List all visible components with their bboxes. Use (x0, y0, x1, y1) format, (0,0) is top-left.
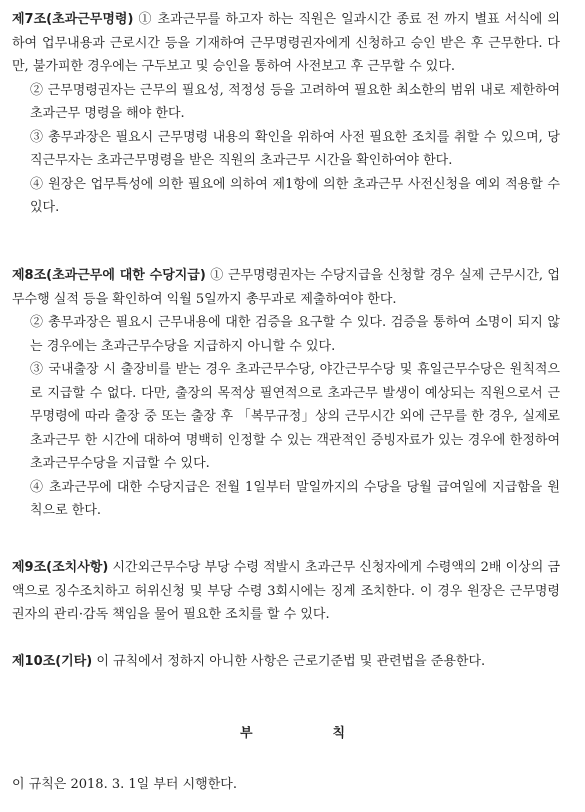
article-7-para-4: ④ 원장은 업무특성에 의한 필요에 의하여 제1항에 의한 초과근무 사전신청을 예외 적용할 수 있다. (30, 176, 560, 215)
supplementary-char-1: 부 (239, 726, 253, 741)
article-9-para-1-text: 시간외근무수당 부당 수령 적발시 초과근무 신청자에게 수령액의 2배 이상의 금액으로 징수조치하고 허위신청 및 부당 수령 3회시에는 징계 조치한다. 이 경우 원장은 근무명령권자의 관리·감독 책임을 물어 필요한 조치를 할 수 있다. (12, 560, 560, 622)
article-9-para-1 (12, 556, 560, 627)
article-8-para-4: ④ 초과근무에 대한 수당지급은 전월 1일부터 말일까지의 수당을 당월 급여일에 지급함을 원칙으로 한다. (30, 479, 560, 518)
article-10 (12, 650, 560, 674)
article-7-para-1 (12, 8, 560, 79)
supplementary-char-2: 칙 (332, 726, 346, 741)
article-7 (12, 8, 560, 220)
article-8-para-3: ③ 국내출장 시 출장비를 받는 경우 초과근무수당, 야간근무수당 및 휴일근무수당은 원칙적으로 지급할 수 없다. 다만, 출장의 목적상 필연적으로 초과근무 발생이 예상되는 직원으로서 근무명령에 따라 출장 중 또는 출장 후 「복무규정」상의 근무시간 외에 근무를 한 경우, 실제로 초과근무 한 시간에 대하여 명백히 인정할 수 있는 객관적인 증빙자료가 있는 경우에 한정하여 초과근무수당을 지급할 수 있다. (30, 362, 560, 471)
article-7-title: 제7조(초과근무명령) (12, 12, 134, 27)
effective-date-text: 이 규칙은 2018. 3. 1일 부터 시행한다. (12, 777, 237, 792)
article-7-para-3: ③ 총무과장은 필요시 근무명령 내용의 확인을 위하여 사전 필요한 조치를 취할 수 있으며, 당직근무자는 초과근무명령을 받은 직원의 초과근무 시간을 확인하여야 한다. (30, 129, 560, 168)
article-10-title: 제10조(기타) (12, 654, 93, 669)
supplementary-heading (0, 722, 585, 741)
article-7-para-2: ② 근무명령권자는 근무의 필요성, 적정성 등을 고려하여 필요한 최소한의 범위 내로 제한하여 초과근무 명령을 해야 한다. (30, 82, 560, 121)
article-8 (12, 264, 560, 523)
article-10-para-1-text: 이 규칙에서 정하지 아니한 사항은 근로기준법 및 관련법을 준용한다. (96, 654, 486, 669)
article-9 (12, 556, 560, 627)
article-8-para-2: ② 총무과장은 필요시 근무내용에 대한 검증을 요구할 수 있다. 검증을 통하여 소명이 되지 않는 경우에는 초과근무수당을 지급하지 아니할 수 있다. (30, 315, 560, 354)
article-8-para-1-text: ① 근무명령권자는 수당지급을 신청할 경우 실제 근무시간, 업무수행 실적 등을 확인하여 익월 5일까지 총무과로 제출하여야 한다. (12, 268, 560, 307)
article-8-title: 제8조(초과근무에 대한 수당지급) (12, 268, 206, 283)
article-8-para-1 (12, 264, 560, 311)
article-9-title: 제9조(조치사항) (12, 560, 109, 575)
article-10-para-1 (12, 650, 560, 674)
article-7-para-1-text: ① 초과근무를 하고자 하는 직원은 일과시간 종료 전 까지 별표 서식에 의하여 업무내용과 근로시간 등을 기재하여 근무명령권자에게 신청하고 승인 받은 후 근무한다. 다만, 불가피한 경우에는 구두보고 및 승인을 통하여 사전보고 후 근무할 수 있다. (12, 12, 560, 74)
